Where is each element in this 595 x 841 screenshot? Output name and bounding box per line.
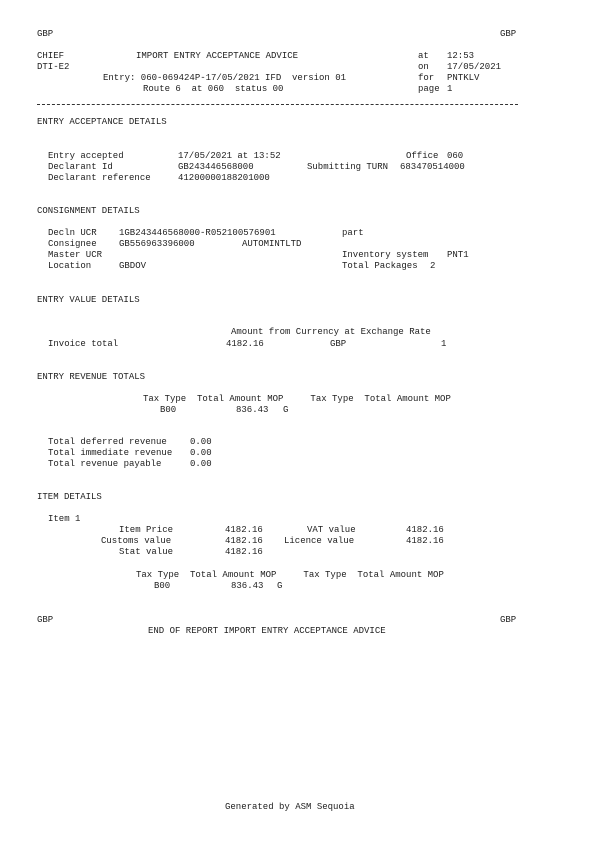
- consignment-heading: CONSIGNMENT DETAILS: [37, 206, 140, 216]
- packages-value: 2: [430, 261, 436, 271]
- customs-value-label: Customs value: [101, 536, 172, 546]
- licence-value: 4182.16: [406, 536, 444, 546]
- item-label: Item 1: [48, 514, 81, 524]
- licence-label: Licence value: [284, 536, 355, 546]
- report-title: IMPORT ENTRY ACCEPTANCE ADVICE: [136, 51, 299, 61]
- item-details-heading: ITEM DETAILS: [37, 492, 102, 502]
- entry-value-heading: ENTRY VALUE DETAILS: [37, 295, 140, 305]
- vat-value: 4182.16: [406, 525, 444, 535]
- revenue-column-header: Tax Type Total Amount MOP Tax Type Total Amount MOP: [143, 394, 451, 404]
- at-label: at: [418, 51, 429, 61]
- submitting-turn-label: Submitting TURN: [307, 162, 389, 172]
- office-value: 060: [447, 151, 464, 161]
- consignee-label: Consignee: [48, 239, 97, 249]
- declarant-ref-label: Declarant reference: [48, 173, 151, 183]
- revenue-tax-type: B00: [160, 405, 177, 415]
- item-price-value: 4182.16: [225, 525, 263, 535]
- generated-by: Generated by ASM Sequoia: [225, 802, 355, 812]
- footer-currency-right: GBP: [500, 615, 517, 625]
- declarant-id-value: GB243446568000: [178, 162, 254, 172]
- route-line: Route 6 at 060 status 00: [143, 84, 284, 94]
- invoice-amount: 4182.16: [226, 339, 264, 349]
- part-label: part: [342, 228, 364, 238]
- office-label: Office: [406, 151, 439, 161]
- for-value: PNTKLV: [447, 73, 480, 83]
- exchange-rate: 1: [441, 339, 447, 349]
- revenue-mop: G: [283, 405, 289, 415]
- revenue-payable-value: 0.00: [190, 459, 212, 469]
- report-time: 12:53: [447, 51, 475, 61]
- item-total-amount: 836.43: [231, 581, 264, 591]
- item-mop: G: [277, 581, 283, 591]
- declarant-ref-value: 41200000188201000: [178, 173, 270, 183]
- revenue-heading: ENTRY REVENUE TOTALS: [37, 372, 146, 382]
- decln-ucr-label: Decln UCR: [48, 228, 97, 238]
- deferred-revenue-value: 0.00: [190, 437, 212, 447]
- dti-code: DTI-E2: [37, 62, 70, 72]
- location-label: Location: [48, 261, 92, 271]
- consignee-id: GB556963396000: [119, 239, 195, 249]
- page-label: page: [418, 84, 440, 94]
- deferred-revenue-label: Total deferred revenue: [48, 437, 167, 447]
- entry-accepted-label: Entry accepted: [48, 151, 124, 161]
- revenue-total-amount: 836.43: [236, 405, 269, 415]
- item-price-label: Item Price: [119, 525, 174, 535]
- inventory-value: PNT1: [447, 250, 469, 260]
- consignee-name: AUTOMINTLTD: [242, 239, 302, 249]
- page-number: 1: [447, 84, 453, 94]
- report-date: 17/05/2021: [447, 62, 502, 72]
- packages-label: Total Packages: [342, 261, 418, 271]
- stat-value: 4182.16: [225, 547, 263, 557]
- inventory-label: Inventory system: [342, 250, 429, 260]
- header-divider: [37, 104, 518, 105]
- entry-acceptance-heading: ENTRY ACCEPTANCE DETAILS: [37, 117, 167, 127]
- submitting-turn-value: 683470514000: [400, 162, 465, 172]
- immediate-revenue-value: 0.00: [190, 448, 212, 458]
- customs-value: 4182.16: [225, 536, 263, 546]
- revenue-payable-label: Total revenue payable: [48, 459, 162, 469]
- item-tax-type: B00: [154, 581, 171, 591]
- entry-accepted-value: 17/05/2021 at 13:52: [178, 151, 281, 161]
- immediate-revenue-label: Total immediate revenue: [48, 448, 173, 458]
- footer-currency-left: GBP: [37, 615, 54, 625]
- vat-label: VAT value: [307, 525, 356, 535]
- stat-value-label: Stat value: [119, 547, 174, 557]
- header-currency-left: GBP: [37, 29, 54, 39]
- system-name: CHIEF: [37, 51, 65, 61]
- master-ucr-label: Master UCR: [48, 250, 103, 260]
- invoice-total-label: Invoice total: [48, 339, 119, 349]
- declarant-id-label: Declarant Id: [48, 162, 113, 172]
- header-currency-right: GBP: [500, 29, 517, 39]
- entry-value-column-header: Amount from Currency at Exchange Rate: [231, 327, 431, 337]
- end-of-report: END OF REPORT IMPORT ENTRY ACCEPTANCE ADVICE: [148, 626, 386, 636]
- item-tax-column-header: Tax Type Total Amount MOP Tax Type Total Amount MOP: [136, 570, 444, 580]
- invoice-currency: GBP: [330, 339, 347, 349]
- location-value: GBDOV: [119, 261, 147, 271]
- on-label: on: [418, 62, 429, 72]
- for-label: for: [418, 73, 435, 83]
- decln-ucr-value: 1GB243446568000-R052100576901: [119, 228, 276, 238]
- entry-line: Entry: 060-069424P-17/05/2021 IFD version 01: [103, 73, 347, 83]
